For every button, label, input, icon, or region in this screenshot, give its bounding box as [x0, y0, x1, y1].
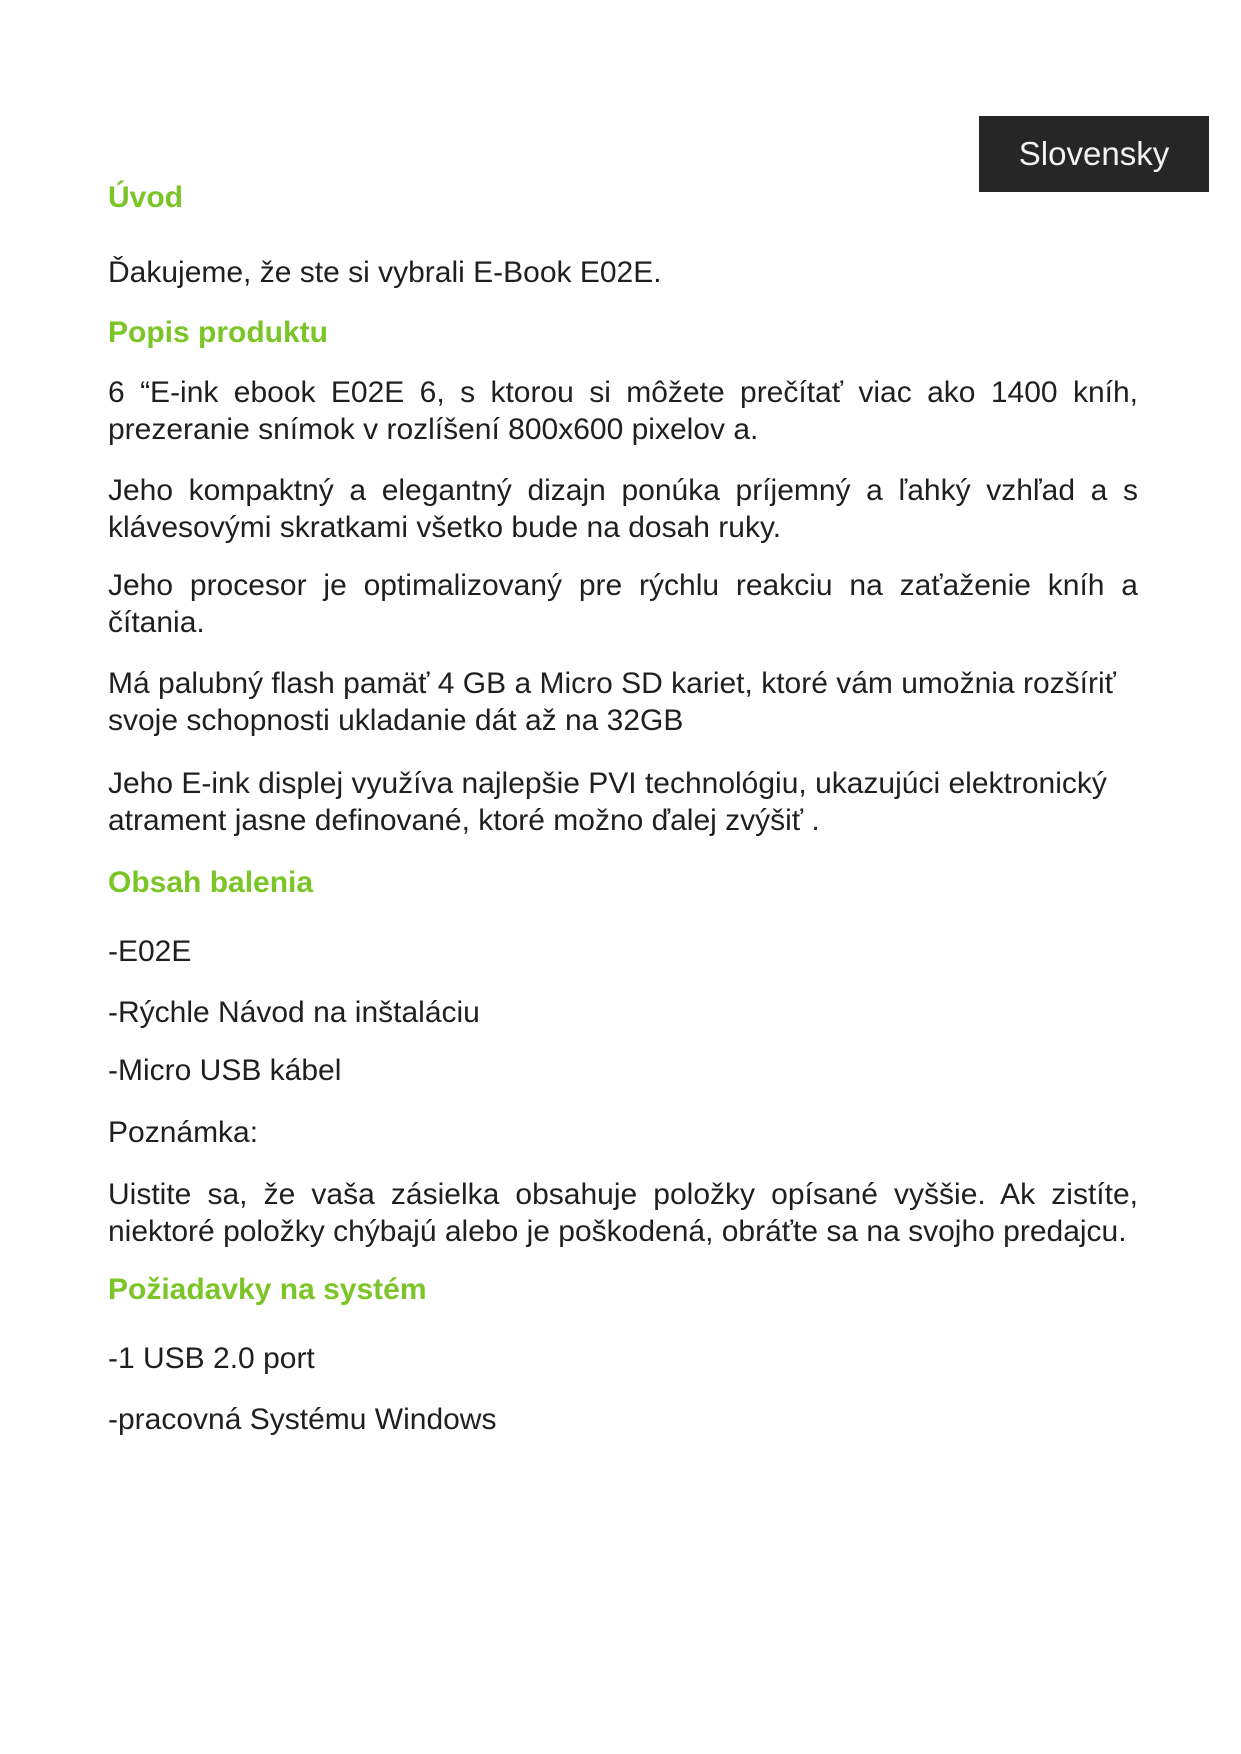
- intro-text: Ďakujeme, že ste si vybrali E-Book E02E.: [108, 256, 662, 289]
- heading-requirements: Požiadavky na systém: [108, 1273, 427, 1306]
- requirement-item: -pracovná Systému Windows: [108, 1403, 497, 1436]
- description-paragraph-1: 6 “E-ink ebook E02E 6, s ktorou si môžete prečítať viac ako 1400 kníh, prezeranie snímok v rozlíšení 800x600 pixelov a.: [108, 376, 1138, 446]
- description-paragraph-4: Má palubný flash pamäť 4 GB a Micro SD kariet, ktoré vám umožnia rozšíriť svoje schopnosti ukladanie dát až na 32GB: [108, 667, 1116, 737]
- package-item: -E02E: [108, 935, 192, 968]
- language-tab: Slovensky: [979, 116, 1209, 192]
- description-paragraph-2: Jeho kompaktný a elegantný dizajn ponúka príjemný a ľahký vzhľad a s klávesovými skratkami všetko bude na dosah ruky.: [108, 474, 1138, 544]
- package-item: -Rýchle Návod na inštaláciu: [108, 996, 480, 1029]
- package-item: -Micro USB kábel: [108, 1054, 342, 1087]
- heading-description: Popis produktu: [108, 316, 328, 349]
- description-paragraph-3: Jeho procesor je optimalizovaný pre rýchlu reakciu na zaťaženie kníh a čítania.: [108, 569, 1138, 639]
- requirement-item: -1 USB 2.0 port: [108, 1342, 315, 1375]
- description-paragraph-5: Jeho E-ink displej využíva najlepšie PVI technológiu, ukazujúci elektronický atrament jasne definované, ktoré možno ďalej zvýšiť .: [108, 767, 1107, 837]
- heading-package: Obsah balenia: [108, 866, 314, 899]
- note-label: Poznámka:: [108, 1116, 259, 1149]
- note-text: Uistite sa, že vaša zásielka obsahuje položky opísané vyššie. Ak zistíte, niektoré položky chýbajú alebo je poškodená, obráťte sa na svojho predajcu.: [108, 1178, 1138, 1248]
- heading-intro: Úvod: [108, 181, 183, 214]
